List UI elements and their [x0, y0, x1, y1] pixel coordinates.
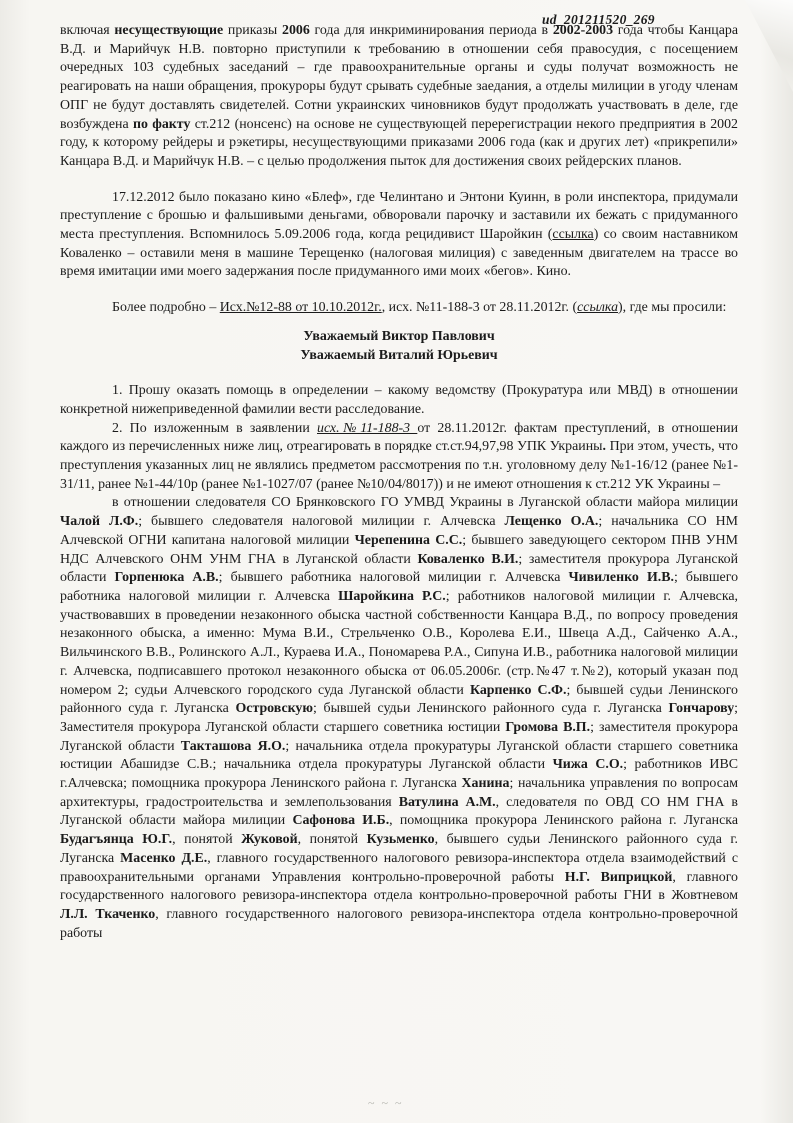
document-stamp: ud_201211520_269: [542, 12, 655, 27]
folded-corner: [745, 0, 793, 92]
addressee-2: Уважаемый Виталий Юрьевич: [300, 347, 498, 363]
paragraph-persons-list: в отношении следователя СО Брянковского ГО УМВД Украины в Луганской области майора милиции Чалой Л.Ф.; бывшего следователя налоговой милиции г. Алчевска Лещенко О.А.; начальника СО НМ Алчевской ОГНИ капитана налоговой милиции Черепенина С.С.; бывшего заведующего сектором ПНВ УНМ НДС Алчевского ОНМ УНМ ГНА в Луганской области Коваленко В.И.; заместителя прокурора Луганской области Горпенюка А.В.; бывшего работника налоговой милиции г. Алчевска Чивиленко И.В.; бывшего работника налоговой милиции г. Алчевска Шаройкина Р.С.; работников налоговой милиции г. Алчевска, участвовавших в проведении незаконного обыска частной собственности Канцара В.Д., по вопросу проведения незаконного обыска, а именно: Мума В.И., Стрельченко О.В., Королева Е.И., Швеца А.Д., Сайченко А.А., Вильчинского В.В., Ролинского А.Л., Кураева И.А., Пономарева Р.А., Сипуна И.В., работника налоговой милиции г. Алчевска, подписавшего протокол незаконного обыска от 06.05.2006г. (стр.№47 т.№2), который указан под номером 2; судьи Алчевского городского суда Луганской области Карпенко С.Ф.; бывшей судьи Ленинского районного суда г. Луганска Островскую; бывшей судьи Ленинского районного суда г. Луганска Гончарову; Заместителя прокурора Луганской области старшего советника юстиции Громова В.П.; заместителя прокурора Луганской области Такташова Я.О.; начальника отдела прокуратуры Луганской области старшего советника юстиции Абашидзе С.В.; начальника отдела прокуратуры Луганской области Чижа С.О.; работников ИВС г.Алчевска; помощника прокурора Ленинского района г. Луганска Ханина; начальника управления по вопросам архитектуры, градостроительства и землепользования Ватулина А.М., следователя по ОВД СО НМ ГНА в Луганской области майора милиции Сафонова И.Б., помощника прокурора Ленинского района г. Луганска Будагъянца Ю.Г., понятой Жуковой, понятой Кузьменко, бывшего судьи Ленинского районного суда г. Луганска Масенко Д.Е., главного государственного налогового ревизора-инспектора отдела взаимодействий с правоохранительными органами Управления контрольно-проверочной работы Н.Г. Виприцкой, главного государственного налогового ревизора-инспектора отдела контрольно-проверочной работы ГНИ в Жовтневом Л.Л. Ткаченко, главного государственного налогового ревизора-инспектора отдела контрольно-проверочной работы: [60, 495, 739, 941]
scan-artifact: ~ ~ ~: [368, 1096, 404, 1110]
link-ref-11-188-3[interactable]: исх.№11-188-3: [317, 420, 418, 436]
paragraph-film: 17.12.2012 было показано кино «Блеф», где Челинтано и Энтони Куинн, в роли инспектора, придумали преступление с брошью и фальшивыми деньгами, обворовали парочку и заставили их бежать с придуманного места преступления. Вспомнилось 5.09.2006 года, когда рецидивист Шаройкин (ссылка) со своим наставником Коваленко – оставили меня в машине Терещенко (налоговая милиция) с заведенным двигателем на трассе во время имитации ими моего задержания после придуманного ими моих «бегов». Кино.: [60, 189, 738, 280]
paragraph-more-details: Более подробно – Исх.№12-88 от 10.10.2012г., исх. №11-188-3 от 28.11.2012г. (ссылка), где мы просили:: [112, 300, 727, 316]
link-ssylka-2[interactable]: ссылка: [577, 300, 619, 316]
request-item-2: 2. По изложенным в заявлении исх.№11-188-3 от 28.11.2012г. фактам преступлений, в отношении каждого из перечисленных ниже лиц, отреагировать в порядке ст.ст.94,97,98 УПК Украины. При этом, учесть, что преступления указанных лиц не являлись предметом рассмотрения по т.н. уголовному делу №1-16/12 (ранее №1-31/11, ранее №1-44/10р (ранее №1-1027/07 (ранее №10/04/8017)) и не имеют отношения к ст.212 УК Украины –: [60, 420, 739, 492]
link-ssylka[interactable]: ссылка: [552, 227, 594, 243]
paragraph-intro: включая несуществующие приказы 2006 года для инкриминирования периода в 2002-2003 года чтобы Канцара В.Д. и Марийчук Н.В. повторно приступили к требованию в отношении себя правосудия, с посещением очередных 103 судебных заседаний – где правоохранительные органы и суды получат возможность не реагировать на наши обращения, прокуроры будут срывать судебные заедания, а отделы милиции в угоду членам ОПГ не будут доставлять свидетелей. Сотни украинских чиновников будут продолжать участвовать в деле, где возбуждена по факту ст.212 (нонсенс) на основе не существующей перерегистрации некого предприятия в 2002 году, к которому рейдеры и рэкетиры, несуществующими приказами 2006 года (как и других лет) «прикрепили» Канцара В.Д. и Марийчук Н.В. – с целью продолжения пыток для достижения своих рейдерских планов.: [60, 23, 738, 169]
addressee-1: Уважаемый Виктор Павлович: [303, 328, 495, 344]
link-ref-12-88[interactable]: Исх.№12-88 от 10.10.2012г.: [219, 300, 382, 316]
request-item-1: 1. Прошу оказать помощь в определении – какому ведомству (Прокуратура или МВД) в отношении конкретной нижеприведенной фамилии вести расследование.: [60, 383, 738, 417]
document-body: [60, 22, 738, 943]
